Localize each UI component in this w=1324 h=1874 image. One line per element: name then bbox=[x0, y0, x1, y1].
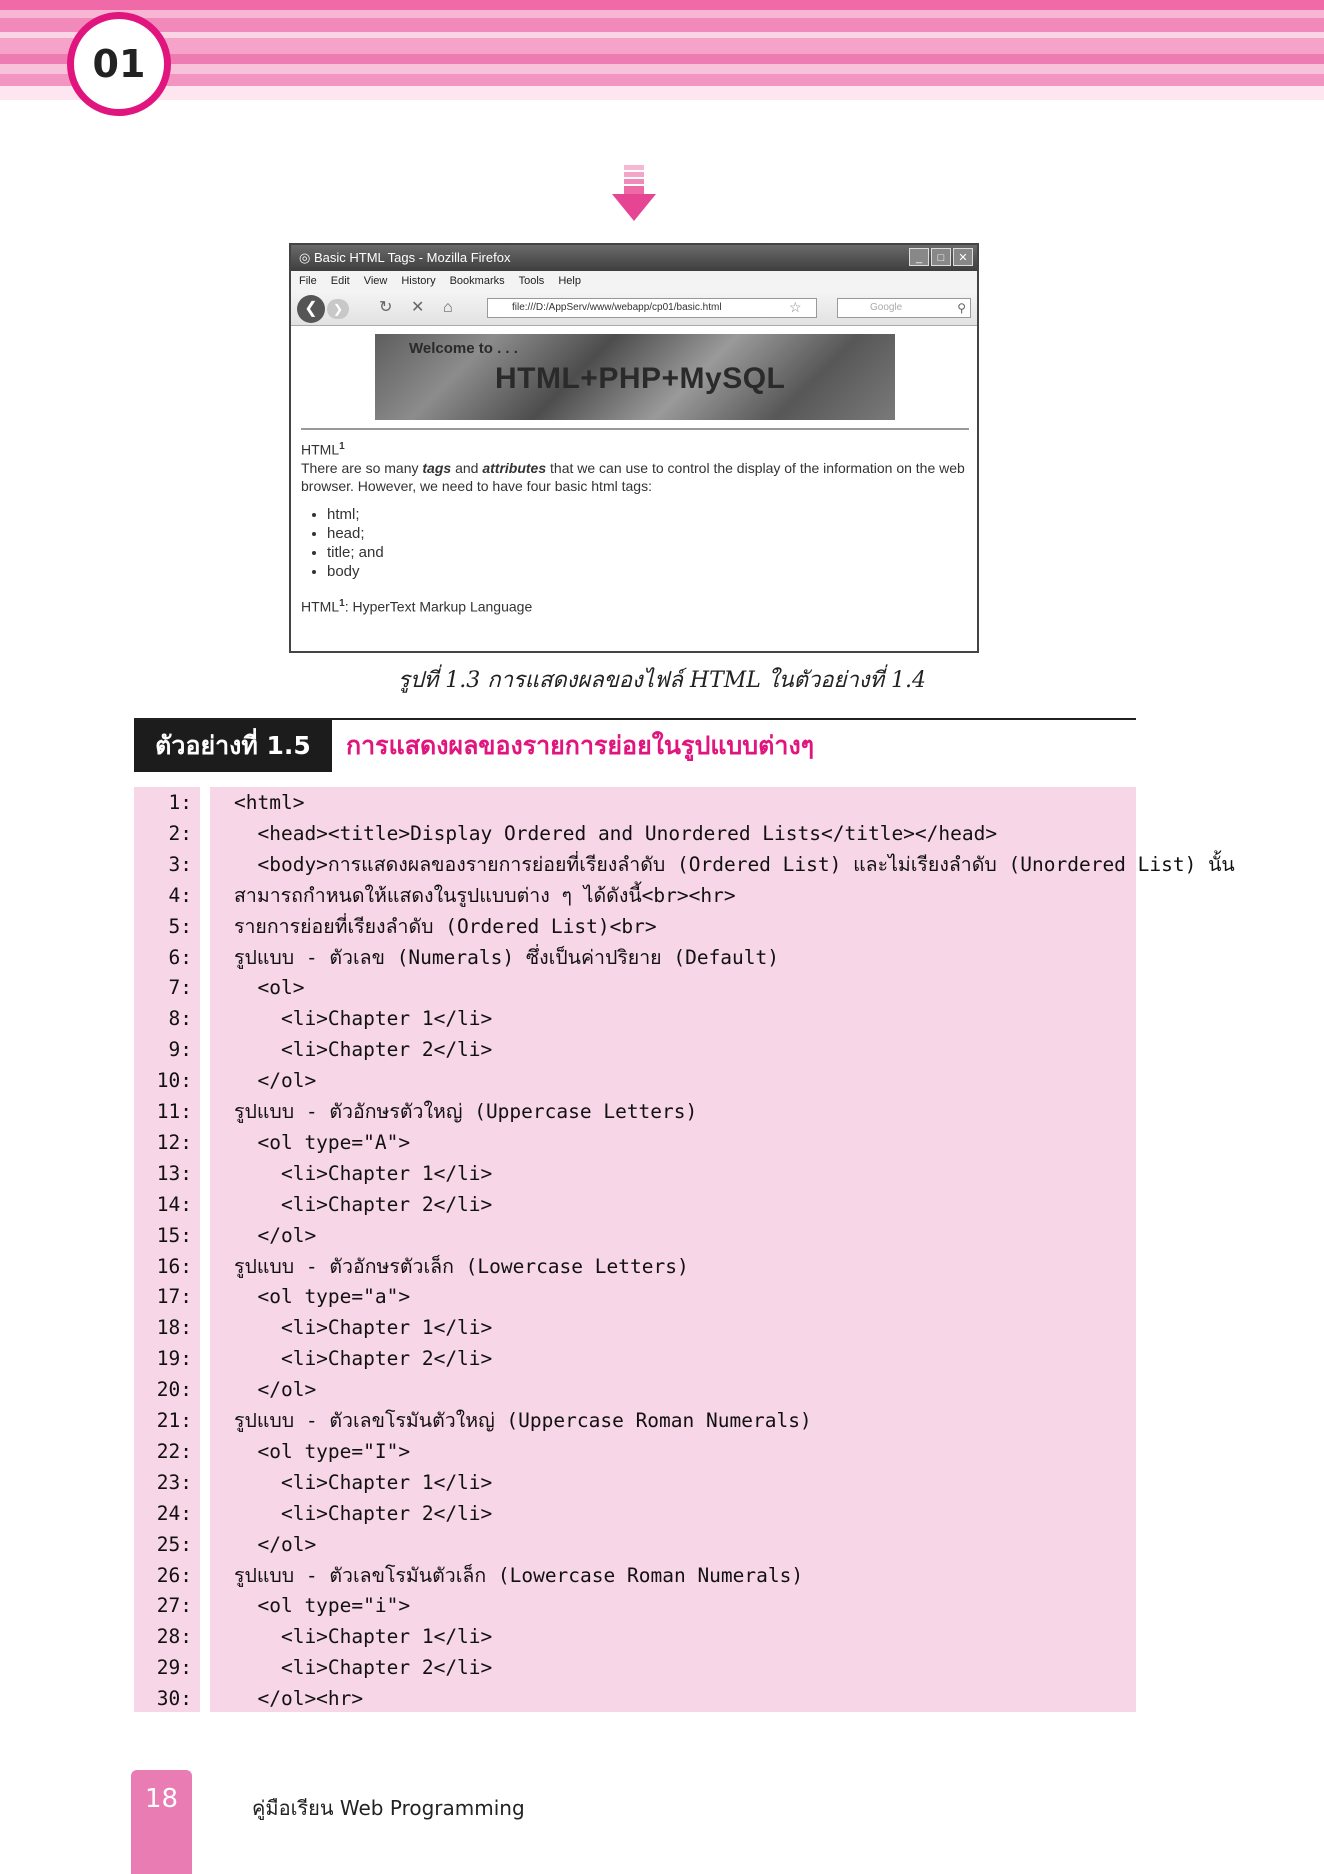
code-line: <ol> bbox=[234, 976, 305, 1000]
code-line: <li>Chapter 1</li> bbox=[234, 1161, 493, 1185]
back-arrow-icon[interactable]: ❮ bbox=[297, 295, 325, 323]
code-line-number: 11: bbox=[156, 1100, 192, 1123]
page-paragraph: There are so many tags and attributes that we can use to control the display of the information on the web browser. However, we need to have four basic html tags: bbox=[301, 459, 965, 494]
browser-menu-bar bbox=[291, 271, 977, 291]
firefox-icon: ◎ bbox=[299, 250, 314, 265]
code-line-number: 9: bbox=[168, 1038, 192, 1062]
code-line-number: 7: bbox=[168, 976, 192, 1000]
code-line: <li>Chapter 2</li> bbox=[234, 1656, 493, 1680]
code-line: <li>Chapter 1</li> bbox=[234, 1316, 493, 1340]
line-number-column bbox=[134, 787, 200, 1712]
code-line: สามารถกำหนดให้แสดงในรูปแบบต่าง ๆ ได้ดังนี้<br><hr> bbox=[234, 883, 736, 907]
code-line: รูปแบบ - ตัวเลข (Numerals) ซึ่งเป็นค่าปริยาย (Default) bbox=[234, 945, 780, 969]
bullet-list bbox=[327, 505, 971, 581]
code-block bbox=[210, 787, 1235, 1712]
code-line: <head><title>Display Ordered and Unordered Lists</title></head> bbox=[234, 821, 998, 845]
code-line-number: 29: bbox=[156, 1656, 192, 1680]
code-line: รูปแบบ - ตัวเลขโรมันตัวใหญ่ (Uppercase Roman Numerals) bbox=[234, 1409, 812, 1432]
code-line: </ol> bbox=[234, 1069, 317, 1093]
code-line-number: 17: bbox=[156, 1285, 192, 1309]
code-line-number: 10: bbox=[156, 1069, 192, 1093]
menu-bookmarks[interactable]: Bookmarks bbox=[449, 275, 505, 287]
code-line-number: 13: bbox=[156, 1161, 192, 1185]
search-placeholder: Google bbox=[870, 302, 903, 313]
code-line: <li>Chapter 1</li> bbox=[234, 1470, 493, 1494]
example-title: การแสดงผลของรายการย่อยในรูปแบบต่างๆ bbox=[346, 731, 815, 760]
code-line-number: 6: bbox=[168, 945, 192, 969]
code-line-number: 3: bbox=[168, 852, 192, 876]
code-line: <ol type="i"> bbox=[234, 1594, 411, 1618]
banner-welcome: Welcome to . . . bbox=[409, 340, 518, 357]
code-line-number: 12: bbox=[156, 1130, 192, 1154]
code-line-number: 22: bbox=[156, 1439, 192, 1463]
list-item: • title; and bbox=[327, 543, 971, 562]
search-box[interactable] bbox=[837, 298, 971, 318]
code-line: รูปแบบ - ตัวอักษรตัวใหญ่ (Uppercase Letters) bbox=[234, 1100, 698, 1123]
figure-caption: รูปที่ 1.3 การแสดงผลของไฟล์ HTML ในตัวอย่างที่ 1.4 bbox=[398, 668, 926, 693]
reload-icon[interactable]: ↻ bbox=[379, 299, 393, 316]
code-line-number: 5: bbox=[168, 914, 192, 938]
code-line: <body>การแสดงผลของรายการย่อยที่เรียงลำดับ (Ordered List) และไม่เรียงลำดับ (Unordered List) นั้น bbox=[234, 852, 1235, 876]
code-line: <ol type="A"> bbox=[234, 1130, 411, 1154]
code-line: </ol> bbox=[234, 1378, 317, 1402]
search-icon[interactable]: ⚲ bbox=[957, 301, 966, 315]
code-line-number: 4: bbox=[168, 883, 192, 907]
code-line: <li>Chapter 1</li> bbox=[234, 1007, 493, 1031]
list-item: • body bbox=[327, 562, 971, 581]
code-line: <li>Chapter 2</li> bbox=[234, 1192, 493, 1216]
bookmark-star-icon[interactable]: ☆ bbox=[789, 299, 802, 315]
menu-edit[interactable]: Edit bbox=[330, 275, 350, 287]
chapter-number-badge: 01 bbox=[67, 12, 171, 116]
code-line: <ol type="a"> bbox=[234, 1285, 411, 1309]
code-line: <li>Chapter 2</li> bbox=[234, 1501, 493, 1525]
code-line: </ol> bbox=[234, 1532, 317, 1556]
menu-file[interactable]: File bbox=[299, 275, 317, 287]
browser-content bbox=[291, 326, 977, 626]
code-line-number: 8: bbox=[168, 1007, 192, 1031]
banner-image bbox=[375, 334, 895, 420]
code-line-number: 1: bbox=[168, 791, 192, 814]
code-line-number: 24: bbox=[156, 1501, 192, 1525]
code-line: <li>Chapter 2</li> bbox=[234, 1038, 493, 1062]
code-line: รูปแบบ - ตัวอักษรตัวเล็ก (Lowercase Letters) bbox=[234, 1254, 689, 1278]
code-line-number: 14: bbox=[156, 1192, 192, 1216]
code-line-number: 28: bbox=[156, 1625, 192, 1649]
browser-nav-bar bbox=[291, 291, 977, 326]
horizontal-rule bbox=[301, 428, 969, 430]
code-line-number: 26: bbox=[156, 1563, 192, 1587]
code-line: <li>Chapter 2</li> bbox=[234, 1347, 493, 1371]
code-line-number: 21: bbox=[156, 1409, 192, 1432]
page-number: 18 bbox=[131, 1770, 192, 1874]
code-line: รูปแบบ - ตัวเลขโรมันตัวเล็ก (Lowercase Roman Numerals) bbox=[234, 1563, 804, 1587]
list-item: • html; bbox=[327, 505, 971, 524]
menu-tools[interactable]: Tools bbox=[518, 275, 545, 287]
banner-title: HTML+PHP+MySQL bbox=[495, 362, 786, 395]
code-line: <html> bbox=[234, 791, 305, 814]
forward-arrow-icon[interactable]: ❯ bbox=[327, 299, 349, 319]
code-line-number: 25: bbox=[156, 1532, 192, 1556]
menu-history[interactable]: History bbox=[401, 275, 436, 287]
code-line-number: 20: bbox=[156, 1378, 192, 1402]
browser-screenshot bbox=[289, 243, 979, 653]
menu-help[interactable]: Help bbox=[558, 275, 581, 287]
page-heading: HTML$^1$ bbox=[301, 441, 345, 458]
book-title: คู่มือเรียน Web Programming bbox=[252, 1796, 525, 1820]
code-line: </ol><hr> bbox=[234, 1687, 364, 1711]
code-line-number: 18: bbox=[156, 1316, 192, 1340]
code-line-number: 27: bbox=[156, 1594, 192, 1618]
example-label: ตัวอย่างที่ 1.5 bbox=[134, 720, 332, 772]
close-icon[interactable]: ✕ bbox=[953, 248, 973, 266]
code-line-number: 23: bbox=[156, 1470, 192, 1494]
code-line: <ol type="I"> bbox=[234, 1439, 411, 1463]
code-line: </ol> bbox=[234, 1223, 317, 1247]
menu-view[interactable]: View bbox=[363, 275, 388, 287]
code-line-number: 19: bbox=[156, 1347, 192, 1371]
window-controls bbox=[909, 248, 973, 266]
down-arrow-icon bbox=[612, 165, 656, 223]
code-line: <li>Chapter 1</li> bbox=[234, 1625, 493, 1649]
browser-title-bar bbox=[291, 245, 977, 271]
code-line-number: 2: bbox=[168, 821, 192, 845]
browser-window-title: Basic HTML Tags - Mozilla Firefox bbox=[313, 250, 511, 265]
footnote: HTML$^1$: HyperText Markup Language bbox=[301, 597, 533, 615]
code-line-number: 15: bbox=[156, 1223, 192, 1247]
list-item: • head; bbox=[327, 524, 971, 543]
minimize-icon[interactable]: _ bbox=[909, 248, 929, 266]
page-header-band bbox=[0, 0, 1324, 100]
code-line: รายการย่อยที่เรียงลำดับ (Ordered List)<br> bbox=[234, 914, 657, 938]
page-body bbox=[301, 438, 971, 615]
stop-icon[interactable]: ✕ bbox=[411, 299, 425, 316]
maximize-icon[interactable]: □ bbox=[931, 248, 951, 266]
code-line-number: 30: bbox=[156, 1687, 192, 1711]
address-bar[interactable]: file:///D:/AppServ/www/webapp/cp01/basic.html bbox=[487, 298, 817, 318]
home-icon[interactable]: ⌂ bbox=[443, 299, 453, 316]
code-line-number: 16: bbox=[156, 1254, 192, 1278]
